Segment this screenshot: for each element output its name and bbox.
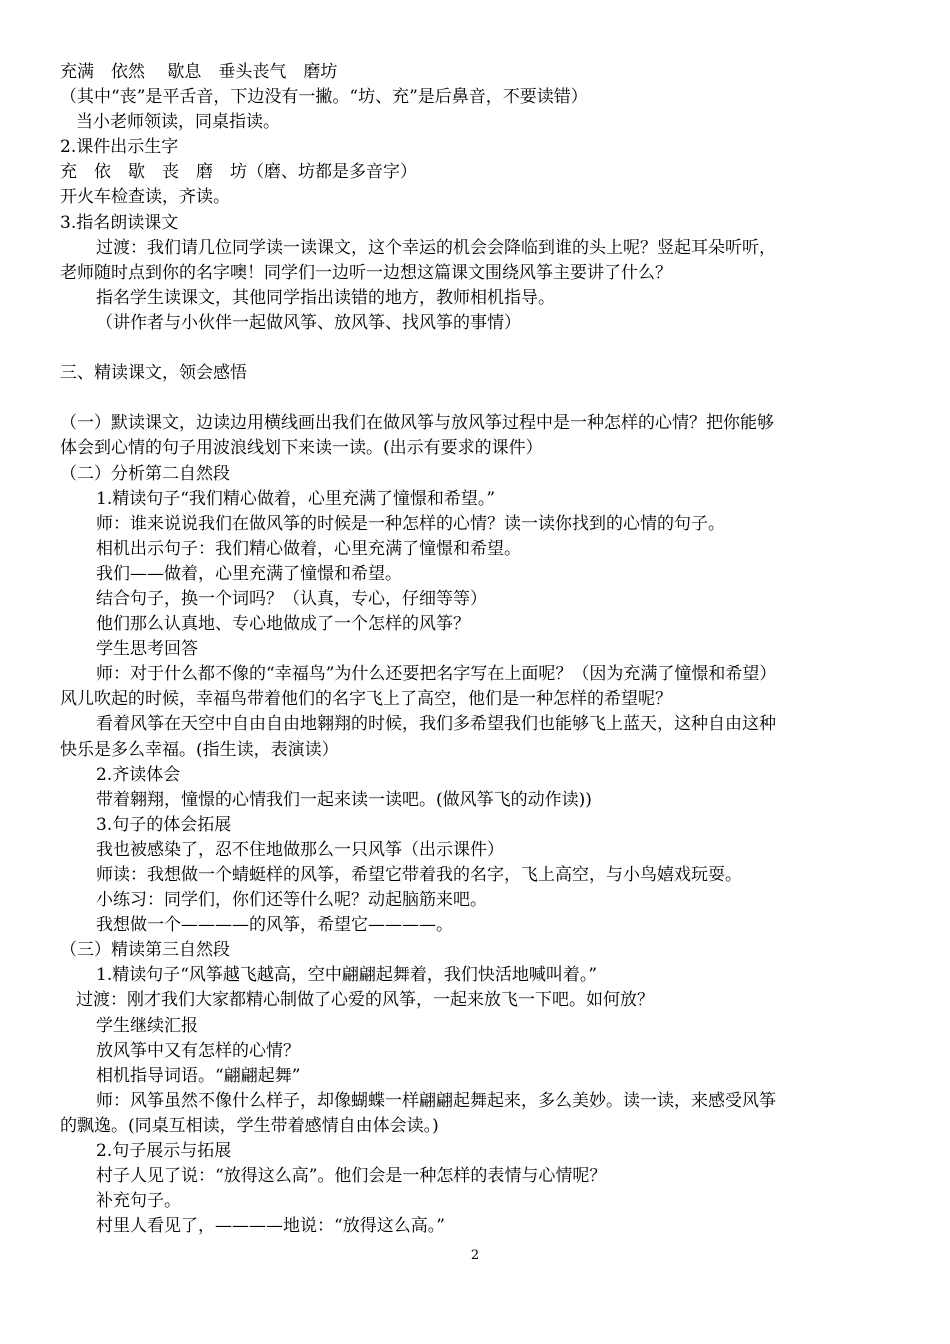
text-line: 当小老师领读，同桌指读。 — [76, 112, 280, 133]
text-line: 他们那么认真地、专心地做成了一个怎样的风筝？ — [96, 614, 470, 635]
text-line: 2.课件出示生字 — [60, 137, 179, 158]
document-body — [60, 60, 890, 1239]
text-line: 的飘逸。(同桌互相读，学生带着感情自由体会读。) — [60, 1115, 439, 1136]
text-line: 体会到心情的句子用波浪线划下来读一读。(出示有要求的课件） — [60, 438, 543, 459]
text-line: 学生思考回答 — [96, 639, 198, 660]
text-line: 风儿吹起的时候，幸福鸟带着他们的名字飞上了高空，他们是一种怎样的希望呢？ — [60, 689, 672, 710]
text-line: （其中“丧”是平舌音，下边没有一撇。“坊、充”是后鼻音，不要读错） — [60, 87, 588, 108]
text-line: 补充句子。 — [96, 1191, 181, 1212]
text-line: （讲作者与小伙伴一起做风筝、放风筝、找风筝的事情） — [96, 312, 521, 333]
text-line: 指名学生读课文，其他同学指出读错的地方，教师相机指导。 — [96, 287, 555, 308]
text-line: 1.精读句子“我们精心做着，心里充满了憧憬和希望。” — [96, 488, 496, 509]
text-line: 结合句子，换一个词吗？（认真，专心，仔细等等） — [96, 588, 487, 609]
text-line: 我也被感染了，忍不住地做那么一只风筝（出示课件） — [96, 839, 504, 860]
text-line: 老师随时点到你的名字噢！同学们一边听一边想这篇课文围绕风筝主要讲了什么？ — [60, 262, 672, 283]
text-line: 我想做一个————的风筝，希望它————。 — [96, 915, 453, 936]
text-line: 充 依 歇 丧 磨 坊（磨、坊都是多音字） — [60, 162, 417, 183]
text-line: 过渡：我们请几位同学读一读课文，这个幸运的机会会降临到谁的头上呢？竖起耳朵听听， — [96, 237, 776, 258]
text-line: （一）默读课文，边读边用横线画出我们在做风筝与放风筝过程中是一种怎样的心情？把你能够 — [60, 413, 774, 434]
text-line: 村子人见了说：“放得这么高”。他们会是一种怎样的表情与心情呢？ — [96, 1166, 607, 1187]
text-line: 我们——做着，心里充满了憧憬和希望。 — [96, 563, 402, 584]
text-line: 师：对于什么都不像的“幸福鸟”为什么还要把名字写在上面呢？（因为充满了憧憬和希望） — [96, 664, 777, 685]
text-line: 1.精读句子“风筝越飞越高，空中翩翩起舞着，我们快活地喊叫着。” — [96, 965, 598, 986]
text-line: 快乐是多么幸福。(指生读，表演读） — [60, 739, 339, 760]
text-line: 师：谁来说说我们在做风筝的时候是一种怎样的心情？读一读你找到的心情的句子。 — [96, 513, 725, 534]
text-line: 3.句子的体会拓展 — [96, 814, 232, 835]
subsection-heading: （三）精读第三自然段 — [60, 940, 230, 961]
text-line: 师读：我想做一个蜻蜓样的风筝，希望它带着我的名字，飞上高空，与小鸟嬉戏玩耍。 — [96, 865, 742, 885]
blank-line — [60, 336, 890, 361]
text-line: 3.指名朗读课文 — [60, 212, 179, 233]
text-line: 2.齐读体会 — [96, 764, 181, 785]
text-line: 村里人看见了，————地说：“放得这么高。” — [96, 1216, 445, 1237]
text-line: 小练习：同学们，你们还等什么呢？动起脑筋来吧。 — [96, 890, 487, 911]
blank-line — [60, 386, 890, 411]
text-line: 带着翱翔，憧憬的心情我们一起来读一读吧。(做风筝飞的动作读)) — [96, 789, 592, 810]
text-line: 过渡：刚才我们大家都精心制做了心爱的风筝，一起来放飞一下吧。如何放？ — [76, 990, 654, 1011]
text-line: 相机出示句子：我们精心做着，心里充满了憧憬和希望。 — [96, 538, 521, 559]
text-line: 2.句子展示与拓展 — [96, 1141, 232, 1162]
text-line: 充满 依然 歇息 垂头丧气 磨坊 — [60, 62, 338, 82]
section-heading: 三、精读课文，领会感悟 — [60, 363, 247, 384]
text-line: 开火车检查读，齐读。 — [60, 187, 230, 208]
text-line: 师：风筝虽然不像什么样子，却像蝴蝶一样翩翩起舞起来，多么美妙。读一读，来感受风筝 — [96, 1090, 776, 1111]
text-line: 放风筝中又有怎样的心情？ — [96, 1040, 300, 1061]
text-line: 看着风筝在天空中自由自由地翱翔的时候，我们多希望我们也能够飞上蓝天，这种自由这种 — [96, 714, 776, 735]
text-line: 相机指导词语。“翩翩起舞” — [96, 1065, 301, 1086]
page-number: 2 — [470, 1248, 480, 1263]
subsection-heading: （二）分析第二自然段 — [60, 463, 230, 484]
text-line: 学生继续汇报 — [96, 1015, 198, 1036]
